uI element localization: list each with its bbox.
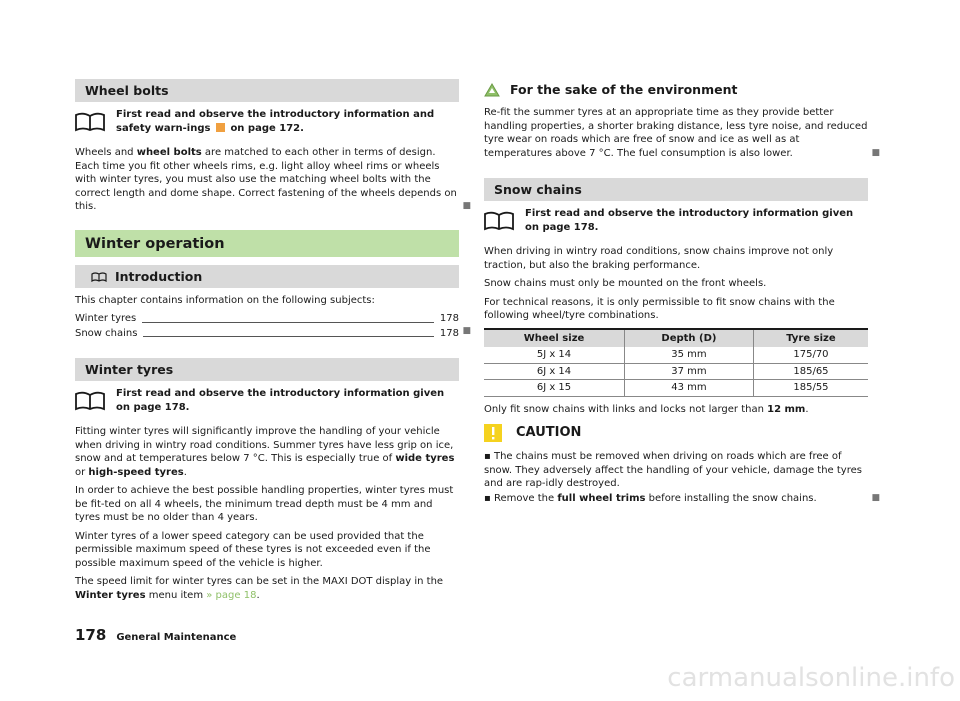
- wheel-bolts-body: Wheels and wheel bolts are matched to each other in terms of design. Each time you fit other wheels rims, e.g. light alloy wheel rims or wheels with winter tyres, you must also use the matching wheel bolts with the correct length and dome shape. Correct fastening of the wheels depends on this. ■: [75, 147, 471, 212]
- page-link[interactable]: » page 18: [206, 589, 257, 601]
- page-footer: [75, 626, 237, 645]
- book-icon: [75, 391, 105, 411]
- winter-tyres-p1: Fitting winter tyres will significantly improve the handling of your vehicle when driving in wintry road conditions. Summer tyres have less grip on ice, snow and at temperatures below 7 °C. This is especially true of wide tyres or high-speed tyres.: [75, 426, 455, 478]
- table-header-row: Wheel size Depth (D) Tyre size: [484, 329, 868, 348]
- page-number: 178: [75, 626, 107, 644]
- caution-icon: [484, 424, 502, 442]
- snow-chains-p1: When driving in wintry road conditions, snow chains improve not only traction, but also the braking performance.: [484, 246, 834, 271]
- toc: [75, 312, 471, 340]
- caution-item: ▪ The chains must be removed when driving on roads which are free of snow. They adversely affect the handling of your vehicle, damage the tyres and are rap-idly destroyed.: [484, 451, 862, 489]
- book-icon: [484, 211, 514, 231]
- winter-tyres-p3: Winter tyres of a lower speed category can be used provided that the permissible maximum speed of these tyres is not exceeded even if the possible maximum speed of the vehicle is higher.: [75, 530, 431, 569]
- table-row: 6J x 15 43 mm 185/55: [484, 380, 868, 397]
- wheel-bolts-heading: Wheel bolts: [75, 79, 459, 102]
- watermark: carmanualsonline.info: [667, 663, 955, 693]
- wheel-bolts-note: First read and observe the introductory information and safety warn-ings on page 172.: [75, 108, 459, 138]
- warning-icon: [216, 123, 225, 132]
- environment-heading: For the sake of the environment: [484, 79, 868, 100]
- snow-chains-p2: Snow chains must only be mounted on the front wheels.: [484, 278, 767, 289]
- toc-entry[interactable]: Snow chains 178: [75, 327, 459, 339]
- winter-tyres-p2: In order to achieve the best possible handling properties, winter tyres must be fit-ted on all 4 wheels, the minimum tread depth must be 4 mm and tyres must be no older than 4 years.: [75, 485, 454, 523]
- winter-tyres-note: First read and observe the introductory information given on page 178.: [75, 387, 459, 417]
- end-mark-icon: ■: [462, 201, 471, 211]
- end-mark-icon: ■: [871, 492, 880, 503]
- section-title: General Maintenance: [116, 632, 237, 643]
- book-icon: [75, 112, 105, 132]
- bullet-icon: ▪: [484, 451, 494, 462]
- environment-icon: [484, 83, 500, 97]
- snow-chains-heading: Snow chains: [484, 178, 868, 201]
- environment-body: Re-fit the summer tyres at an appropriate time as they provide better handling properties, a shorter braking distance, less tyre noise, and reduced tyre wear on roads which are free of snow and ice as well as at temperatures above 7 °C. The fuel consumption is also lower. ■: [484, 107, 880, 159]
- left-column: [75, 79, 471, 607]
- caution-heading: CAUTION: [484, 424, 868, 442]
- caution-item: ▪ Remove the full wheel trims before installing the snow chains. ■: [484, 492, 880, 504]
- end-mark-icon: ■: [871, 147, 880, 158]
- winter-operation-heading: Winter operation: [75, 230, 459, 257]
- table-row: 6J x 14 37 mm 185/65: [484, 363, 868, 380]
- introduction-lead: This chapter contains information on the following subjects:: [75, 294, 375, 306]
- book-icon: [91, 272, 107, 282]
- winter-tyres-heading: Winter tyres: [75, 358, 459, 381]
- table-row: 5J x 14 35 mm 175/70: [484, 347, 868, 363]
- toc-entry[interactable]: Winter tyres 178: [75, 313, 459, 324]
- wheel-tyre-table: [484, 328, 868, 397]
- snow-chains-p4: Only fit snow chains with links and locks not larger than 12 mm.: [484, 403, 809, 415]
- introduction-heading: Introduction: [75, 265, 459, 288]
- snow-chains-note: First read and observe the introductory information given on page 178.: [484, 207, 868, 237]
- right-column: [484, 79, 880, 510]
- winter-tyres-p4: The speed limit for winter tyres can be set in the MAXI DOT display in the Winter tyres menu item » page 18.: [75, 576, 444, 601]
- snow-chains-p3: For technical reasons, it is only permissible to fit snow chains with the following wheel/tyre combinations.: [484, 296, 835, 321]
- end-mark-icon: ■: [462, 325, 471, 336]
- bullet-icon: ▪: [484, 492, 494, 504]
